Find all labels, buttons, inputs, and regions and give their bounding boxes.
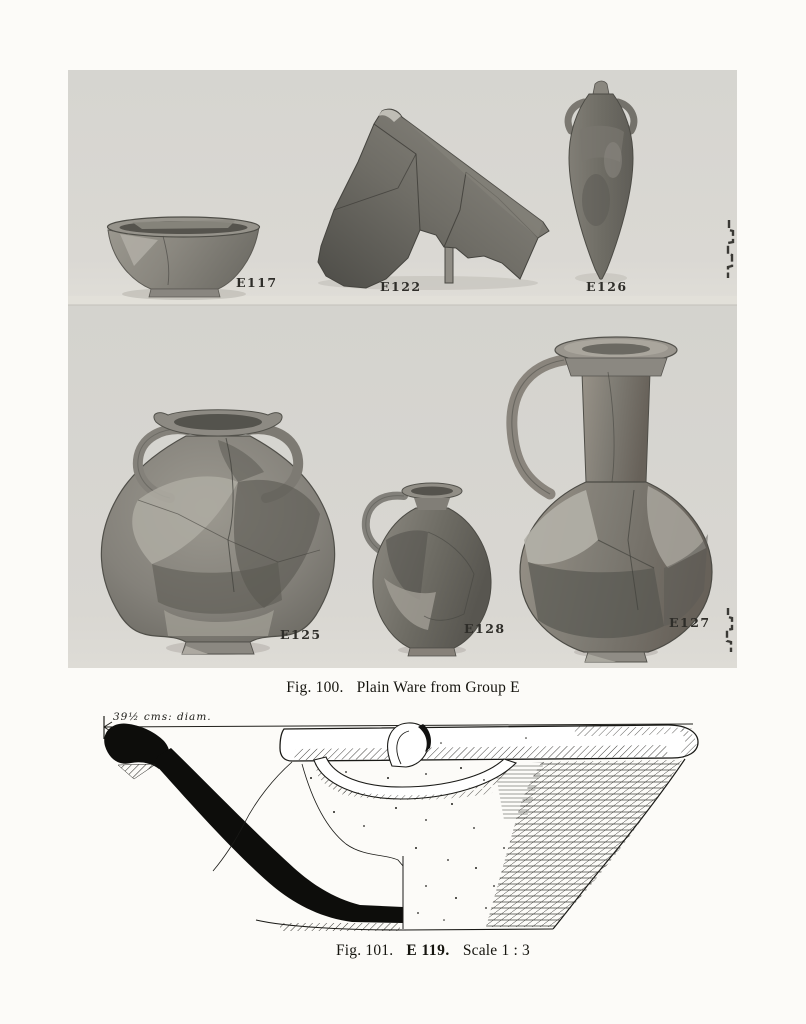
fig100-photograph-plate (68, 70, 737, 668)
fig100-caption-number: Fig. 100. (286, 679, 344, 696)
prop-stick (445, 245, 453, 283)
label-e125: E125 (280, 627, 322, 642)
label-e122: E122 (380, 279, 422, 294)
fig101-caption-item: E 119. (406, 942, 450, 959)
fig101-caption-number: Fig. 101. (335, 942, 394, 959)
rim-band (280, 725, 698, 761)
pottery-photograph (68, 70, 737, 668)
fig101-profile-drawing (96, 708, 712, 944)
fig100-caption-title: Plain Ware from Group E (356, 679, 520, 696)
label-e128: E128 (464, 621, 506, 636)
fig101-caption (30, 942, 806, 960)
label-e126: E126 (586, 279, 628, 294)
fig101-caption-scale: Scale 1 : 3 (462, 942, 531, 959)
label-e117: E117 (236, 275, 278, 290)
fig100-caption (0, 679, 806, 697)
exterior-hatching (486, 760, 682, 927)
label-e127: E127 (669, 615, 711, 630)
diameter-annotation: 39½ cms: diam. (113, 711, 212, 723)
